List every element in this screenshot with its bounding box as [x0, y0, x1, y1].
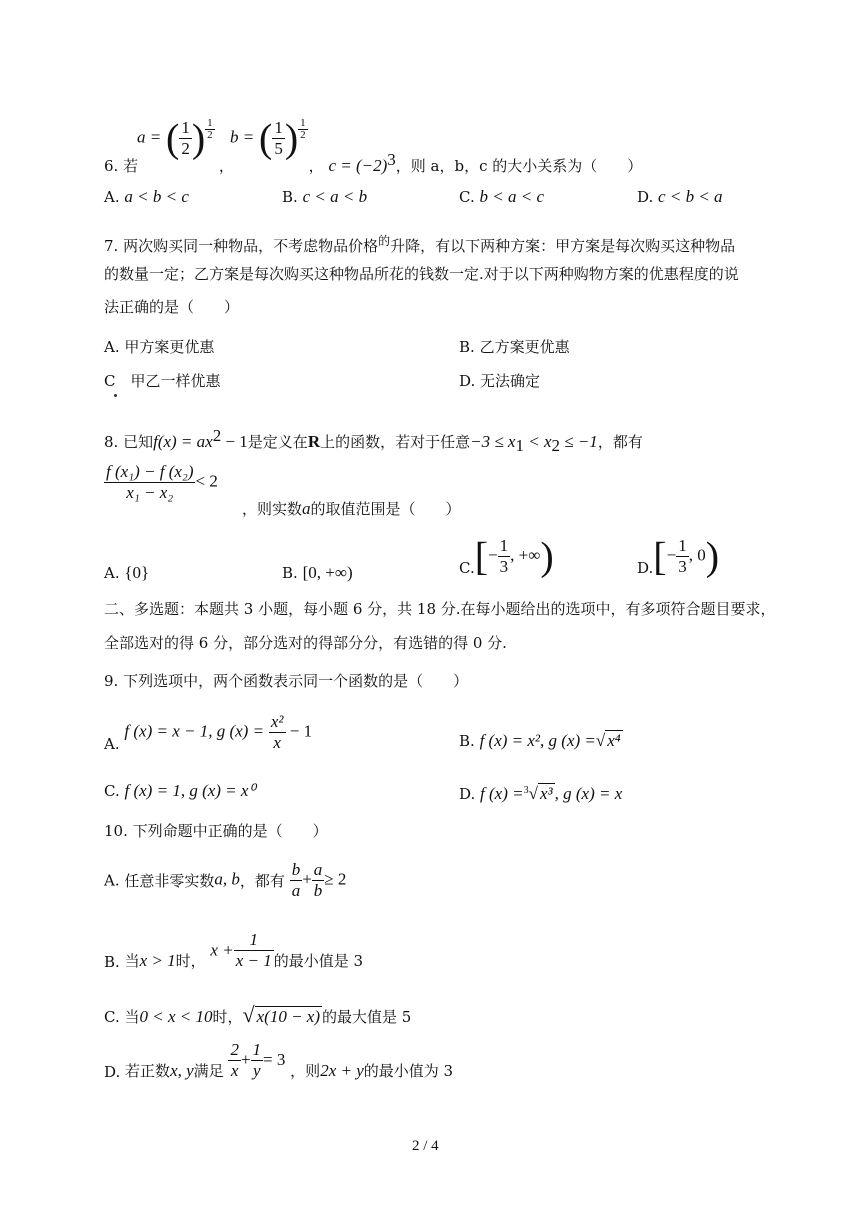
q9-stem: 9. 下列选项中，两个函数表示同一个函数的是（ ） — [104, 672, 469, 690]
q9-option-b: B. f (x) = x², g (x) =√ x⁴ — [459, 731, 621, 750]
q8-stem-line1: 8. 已知$f(x) = ax^2 - 1$是定义在R上的函数，若对于任意$-3 \le x_1 < x_2 \le -1$，都有 — [104, 426, 643, 455]
stray-dot — [114, 394, 117, 397]
q6-a-def: a = ( $\frac{1}{2}$ ) $\frac{1}{2}$ — [137, 115, 213, 161]
q8-stem-line2: ，则实数a的取值范围是（ ） — [242, 499, 461, 518]
q10-option-b: B. 当x > 1时， x + $\frac{1}{x - 1}$ 的最小值是 3 — [104, 930, 364, 971]
q10-option-a: A. 任意非零实数a, b，都有 $\frac{b}{a}$ + $\frac{a}{b}$ ≥ 2 — [104, 860, 347, 900]
q6-option-c: C. b < a < c — [459, 187, 544, 206]
q7-option-c: C 甲乙一样优惠 — [104, 372, 221, 390]
section2-line2: 全部选对的得 6 分，部分选对的得部分分，有选错的得 0 分. — [104, 634, 507, 652]
q7-line2: 的数量一定；乙方案是每次购买这种物品所花的钱数一定.对于以下两种购物方案的优惠程度的说 — [104, 265, 739, 283]
q8-option-c: C.[− $\frac{1}{3}$ , +∞) — [459, 533, 554, 579]
q7-line3: 法正确的是（ ） — [104, 298, 240, 316]
q9-option-c: C. f (x) = 1, g (x) = x⁰ — [104, 781, 256, 800]
q6-b-def: b = ( $\frac{1}{5}$ ) $\frac{1}{2}$ — [230, 115, 306, 161]
q10-option-d: D. 若正数x, y满足 $\frac{2}{x}$ + $\frac{1}{y}$ = 3 ，则2x + y的最小值为 3 — [104, 1040, 454, 1081]
q6-option-b: B. c < a < b — [282, 187, 368, 206]
q6-option-d: D. c < b < a — [637, 187, 723, 206]
q10-option-c: C. 当0 < x < 10时，√ x(10 − x) 的最大值是 5 — [104, 1002, 412, 1027]
q8-fraction: $\frac{\text{f (x₁) − f (x₂)}}{\text{x₁ − x₂}}$ < 2 — [106, 462, 218, 502]
q8-option-d: D.[− $\frac{1}{3}$ , 0) — [637, 533, 720, 579]
q9-option-a: A. f (x) = x − 1, g (x) = $\frac{\text{x²}}{x}$ − 1 — [104, 712, 313, 753]
q6-stem: 6. 若 ， ， $c = (-2)^3$，则 a，b，c 的大小关系为（ ） — [104, 150, 643, 175]
q10-stem: 10. 下列命题中正确的是（ ） — [104, 822, 328, 840]
q7-option-d: D. 无法确定 — [459, 372, 541, 390]
q9-option-d: D. f (x) =$^3$√ x³ , g (x) = x — [459, 784, 623, 803]
q7-line1: 7. 两次购买同一种物品，不考虑物品价格$^的$升降，有以下两种方案：甲方案是每次购买这种物品 — [104, 234, 736, 255]
q6-option-a: A. a < b < c — [104, 187, 189, 206]
q7-option-a: A. 甲方案更优惠 — [104, 338, 215, 356]
q8-option-a: A. {0} — [104, 563, 150, 582]
page-number: 2 / 4 — [412, 1138, 439, 1154]
section2-line1: 二、多选题：本题共 3 小题，每小题 6 分，共 18 分.在每小题给出的选项中，有多项符合题目要求， — [104, 600, 776, 618]
q8-option-b: B. [0, +∞) — [282, 563, 353, 582]
q7-option-b: B. 乙方案更优惠 — [459, 338, 570, 356]
